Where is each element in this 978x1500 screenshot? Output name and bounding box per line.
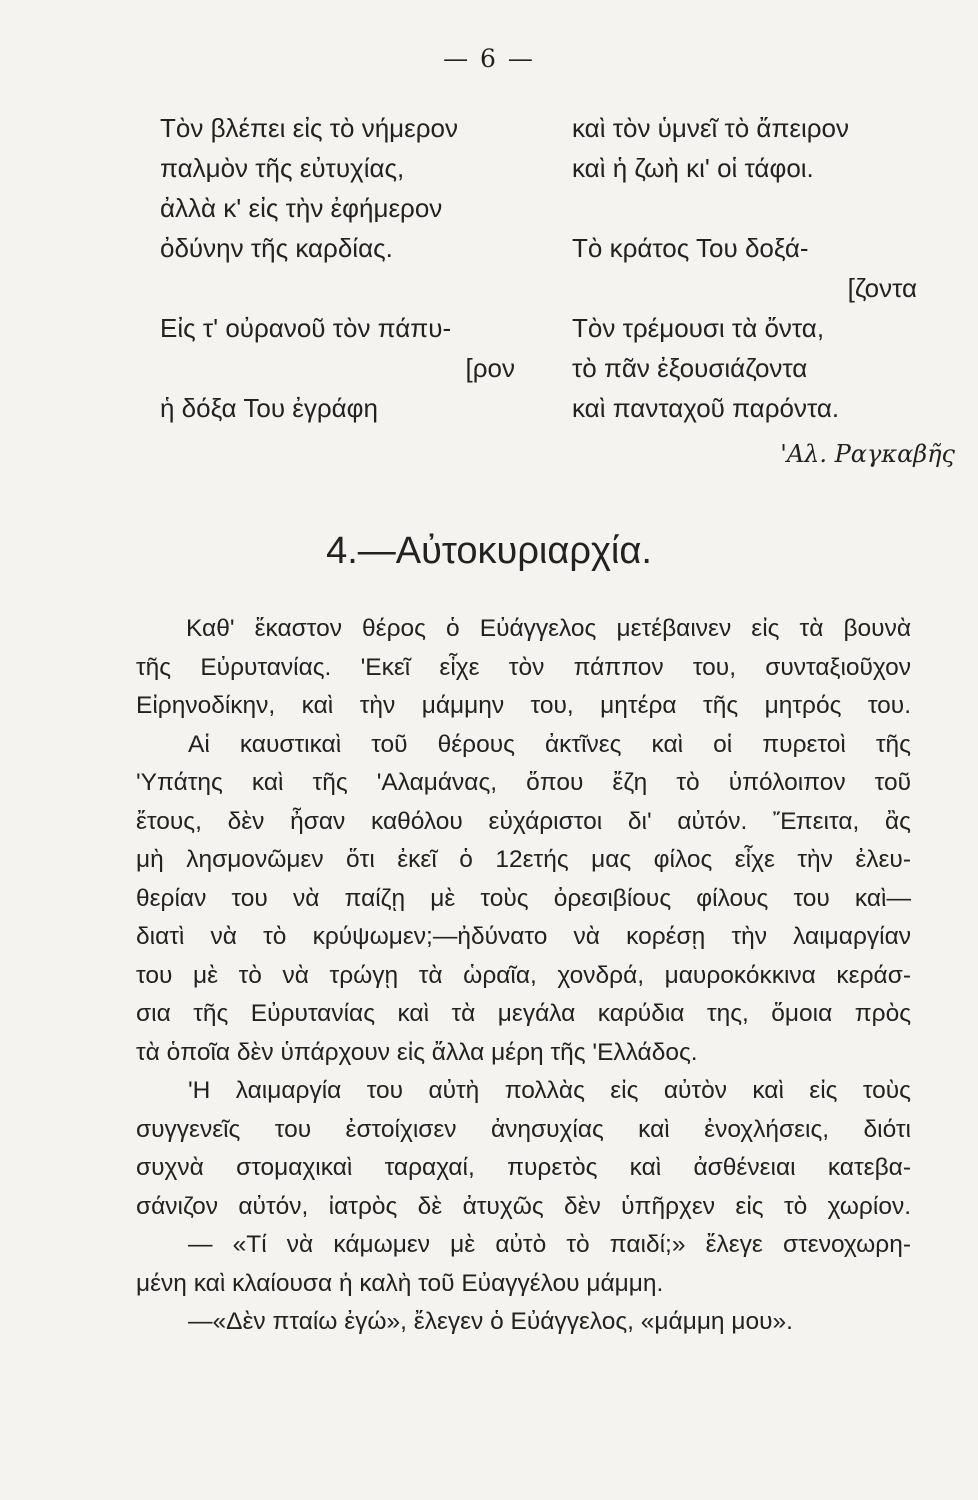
poem-line: Εἰς τ' οὐρανοῦ τὸν πάπυ- [160, 313, 452, 343]
prose-line: σάνιζον αὐτόν, ἰατρὸς δὲ ἀτυχῶς δὲν ὑπῆρχεν εἰς τὸ χωρίον. [136, 1192, 911, 1220]
poem-line: Τὸ κράτος Του δοξά- [572, 233, 809, 263]
prose-line: θερίαν του νὰ παίζῃ μὲ τοὺς ὀρεσιβίους φίλους του καὶ— [136, 884, 911, 912]
poem-line: καὶ τὸν ὑμνεῖ τὸ ἄπειρον [572, 113, 849, 143]
prose-line: μὴ λησμονῶμεν ὅτι ἐκεῖ ὁ 12ετής μας φίλος εἶχε τὴν ἐλευ- [136, 846, 911, 873]
prose-line: του μὲ τὸ νὰ τρώγῃ τὰ ὡραῖα, χονδρά, μαυροκόκκινα κεράσ- [136, 961, 911, 989]
poem-left-column [160, 108, 515, 428]
section-title: 4.—Αὐτοκυριαρχία. [326, 530, 652, 572]
prose-line: τὰ ὁποῖα δὲν ὑπάρχουν εἰς ἄλλα μέρη τῆς 'Ελλάδος. [136, 1038, 698, 1066]
poem-line: καὶ πανταχοῦ παρόντα. [572, 393, 840, 423]
poem-stanza-gap [572, 188, 917, 228]
prose-line: διατὶ νὰ τὸ κρύψωμεν;—ἠδύνατο νὰ κορέσῃ τὴν λαιμαργίαν [136, 923, 911, 950]
prose-line: 'Η λαιμαργία του αὐτὴ πολλὰς εἰς αὐτὸν καὶ εἰς τοὺς [188, 1077, 911, 1104]
prose-line: Εἰρηνοδίκην, καὶ τὴν μάμμην του, μητέρα τῆς μητρός του. [136, 692, 911, 719]
prose-line: συχνὰ στομαχικαὶ ταραχαί, πυρετὸς καὶ ἀσθένειαι κατεβα- [136, 1154, 911, 1181]
poem-author: 'Αλ. Ραγκαβῆς [780, 440, 955, 468]
poem-line: ὀδύνην τῆς καρδίας. [160, 233, 393, 263]
poem-line: ἀλλὰ κ' εἰς τὴν ἐφήμερον [160, 193, 443, 223]
prose-line: σια τῆς Εὐρυτανίας καὶ τὰ μεγάλα καρύδια της, ὅμοια πρὸς [136, 1000, 911, 1027]
prose-line: μένη καὶ κλαίουσα ἡ καλὴ τοῦ Εὐαγγέλου μάμμη. [136, 1269, 664, 1297]
poem-line: παλμὸν τῆς εὐτυχίας, [160, 153, 405, 183]
page-number: — 6 — [443, 44, 535, 73]
prose-body [136, 610, 911, 1342]
poem-line: Τὸν τρέμουσι τὰ ὄντα, [572, 313, 825, 343]
poem-right-column [572, 108, 917, 428]
poem-line: καὶ ἡ ζωὴ κι' οἱ τάφοι. [572, 153, 814, 183]
prose-line: ἔτους, δὲν ἦσαν καθόλου εὐχάριστοι δι' αὐτόν. Ἔπειτα, ἂς [136, 807, 911, 835]
prose-line: —«Δὲν πταίω ἐγώ», ἔλεγεν ὁ Εὐάγγελος, «μάμμη μου». [188, 1308, 793, 1335]
poem-line: Τὸν βλέπει εἰς τὸ νήμερον [160, 113, 458, 143]
prose-line: τῆς Εὐρυτανίας. 'Εκεῖ εἶχε τὸν πάππον του, συνταξιοῦχον [136, 653, 911, 681]
prose-line: Αἱ καυστικαὶ τοῦ θέρους ἀκτῖνες καὶ οἱ πυρετοὶ τῆς [188, 730, 911, 758]
poem-stanza-gap [160, 268, 515, 308]
prose-line: — «Τί νὰ κάμωμεν μὲ αὐτὸ τὸ παιδί;» ἔλεγε στενοχωρη- [188, 1231, 911, 1258]
prose-line: 'Υπάτης καὶ τῆς 'Αλαμάνας, ὅπου ἔζη τὸ ὑπόλοιπον τοῦ [136, 769, 911, 796]
prose-line: συγγενεῖς του ἐστοίχισεν ἀνησυχίας καὶ ἐνοχλήσεις, διότι [136, 1115, 911, 1143]
poem-line: ἡ δόξα Του ἐγράφη [160, 393, 379, 423]
poem-line: τὸ πᾶν ἐξουσιάζοντα [572, 353, 808, 383]
poem-line: [ζοντα [847, 273, 917, 303]
poem-line: [ρον [465, 353, 515, 383]
prose-line: Καθ' ἕκαστον θέρος ὁ Εὐάγγελος μετέβαινεν εἰς τὰ βουνὰ [186, 615, 911, 642]
